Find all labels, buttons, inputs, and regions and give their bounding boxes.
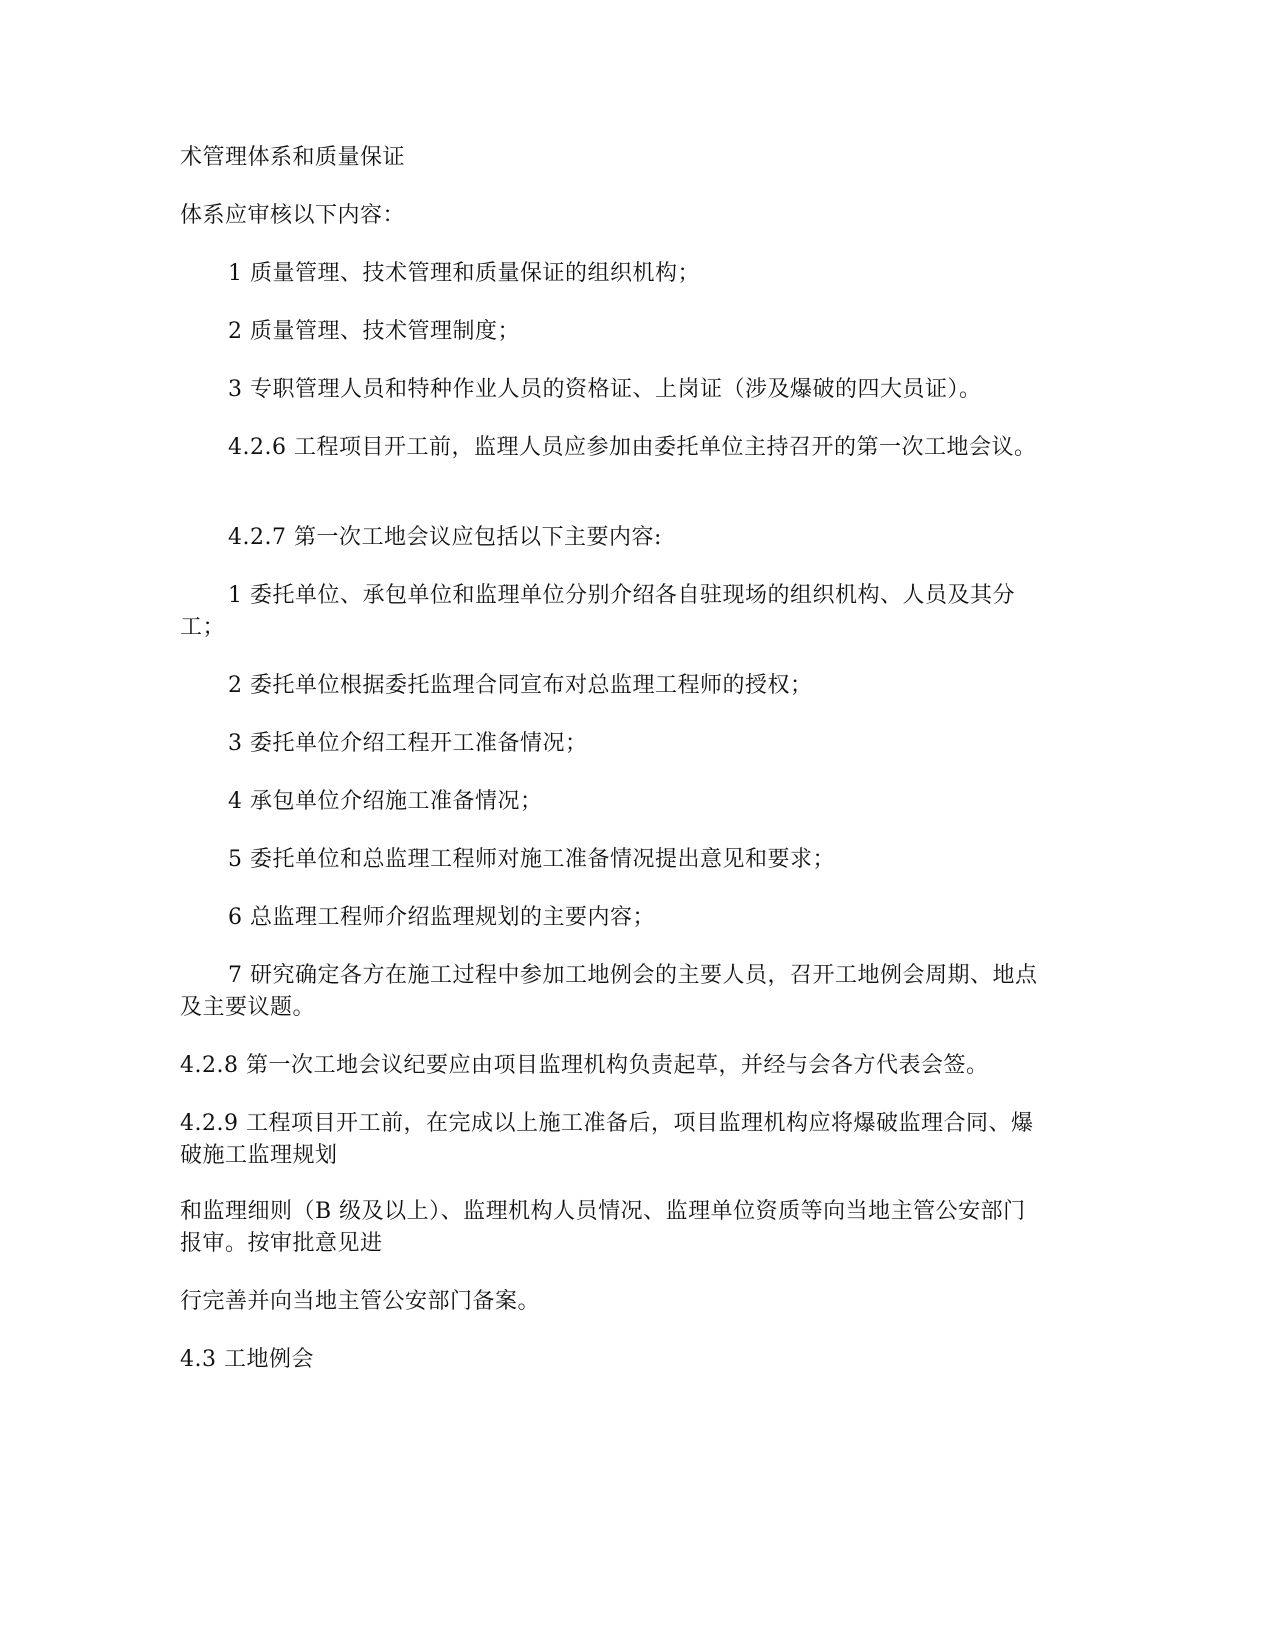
- list-item: 1 委托单位、承包单位和监理单位分别介绍各自驻现场的组织机构、人员及其分工；: [180, 583, 1015, 640]
- clause-paragraph: 4.2.8 第一次工地会议纪要应由项目监理机构负责起草，并经与会各方代表会签。: [180, 1053, 989, 1078]
- paragraph: 术管理体系和质量保证: [180, 145, 406, 170]
- list-item: 3 委托单位介绍工程开工准备情况；: [228, 731, 588, 756]
- list-item: 7 研究确定各方在施工过程中参加工地例会的主要人员，召开工地例会周期、地点及主要议题。: [180, 963, 1038, 1020]
- list-item: 1 质量管理、技术管理和质量保证的组织机构；: [228, 261, 700, 286]
- section-heading: 4.3 工地例会: [180, 1347, 314, 1372]
- paragraph: 行完善并向当地主管公安部门备案。: [180, 1289, 541, 1314]
- list-item: 2 委托单位根据委托监理合同宣布对总监理工程师的授权；: [228, 673, 813, 698]
- clause-paragraph: 4.2.7 第一次工地会议应包括以下主要内容:: [228, 525, 662, 550]
- list-item: 5 委托单位和总监理工程师对施工准备情况提出意见和要求；: [228, 847, 835, 872]
- list-item: 3 专职管理人员和特种作业人员的资格证、上岗证（涉及爆破的四大员证）。: [228, 377, 982, 402]
- list-item: 4 承包单位介绍施工准备情况；: [228, 789, 543, 814]
- list-item: 6 总监理工程师介绍监理规划的主要内容；: [228, 905, 655, 930]
- clause-paragraph: 4.2.6 工程项目开工前，监理人员应参加由委托单位主持召开的第一次工地会议。: [228, 435, 1037, 460]
- paragraph: 和监理细则（B 级及以上）、监理机构人员情况、监理单位资质等向当地主管公安部门报审。按审批意见进: [180, 1199, 1026, 1256]
- list-item: 2 质量管理、技术管理制度；: [228, 319, 520, 344]
- clause-paragraph: 4.2.9 工程项目开工前，在完成以上施工准备后，项目监理机构应将爆破监理合同、爆破施工监理规划: [180, 1111, 1034, 1168]
- paragraph: 体系应审核以下内容：: [180, 203, 406, 228]
